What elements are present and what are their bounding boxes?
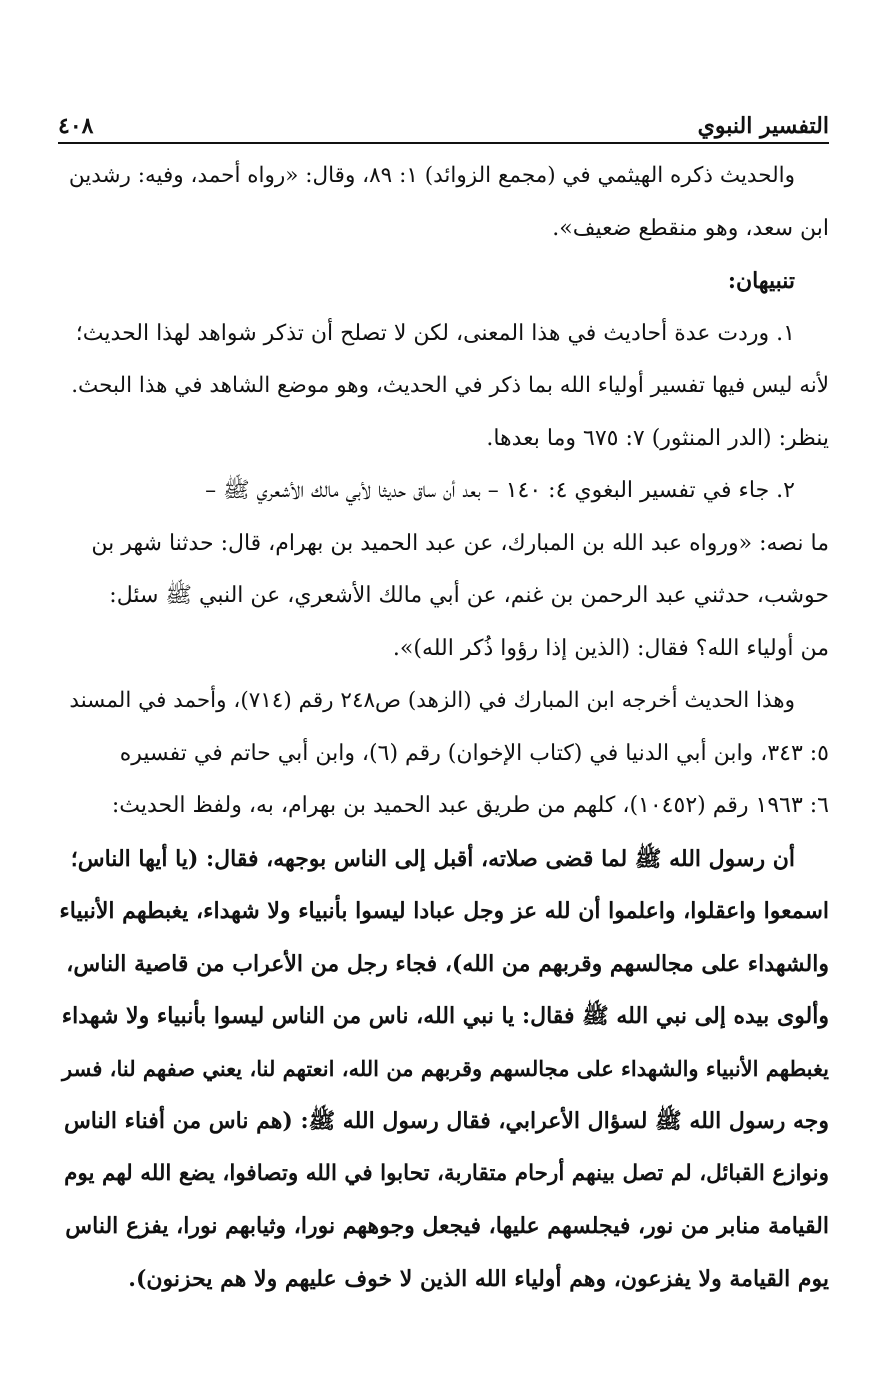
page-header bbox=[58, 108, 829, 144]
running-title: التفسير النبوي bbox=[697, 113, 829, 139]
text-line: وجه رسول الله ﷺ لسؤال الأعرابي، فقال رسول الله ﷺ: (هم ناس من أفناء الناس bbox=[63, 1108, 829, 1134]
text-line: لأنه ليس فيها تفسير أولياء الله بما ذكر في الحديث، وهو موضع الشاهد في هذا البحث. bbox=[71, 373, 829, 398]
text-line: حوشب، حدثني عبد الرحمن بن غنم، عن أبي مالك الأشعري، عن النبي ﷺ سئل: bbox=[109, 583, 829, 608]
text-line: وألوى بيده إلى نبي الله ﷺ فقال: يا نبي الله، ناس من الناس ليسوا بأنبياء ولا شهداء bbox=[61, 1003, 829, 1029]
text-line: ٥: ٣٤٣، وابن أبي الدنيا في (كتاب الإخوان) رقم (٦)، وابن أبي حاتم في تفسيره bbox=[119, 740, 829, 766]
page-number: ٤٠٨ bbox=[58, 113, 94, 139]
text-line: ينظر: (الدر المنثور) ٧: ٦٧٥ وما بعدها. bbox=[486, 425, 829, 451]
text-line: القيامة منابر من نور، فيجلسهم عليها، فيجعل وجوههم نورا، وثيابهم نورا، يفزع الناس bbox=[65, 1213, 829, 1239]
text-line: يغبطهم الأنبياء والشهداء على مجالسهم وقربهم من الله، انعتهم لنا، يعني صفهم لنا، فسر bbox=[62, 1055, 829, 1081]
text-line: ١. وردت عدة أحاديث في هذا المعنى، لكن لا تصلح أن تذكر شواهد لهذا الحديث؛ bbox=[75, 320, 795, 346]
text-line: ابن سعد، وهو منقطع ضعيف». bbox=[552, 215, 829, 241]
text-line: ٦: ١٩٦٣ رقم (١٠٤٥٢)، كلهم من طريق عبد الحميد بن بهرام، به، ولفظ الحديث: bbox=[111, 793, 829, 818]
text-line: ٢. جاء في تفسير البغوي ٤: ١٤٠ – بعد أن ساق حديثا لأبي مالك الأشعري ﷺ – bbox=[205, 478, 795, 503]
text-line: والحديث ذكره الهيثمي في (مجمع الزوائد) ١: ٨٩، وقال: «رواه أحمد، وفيه: رشدين bbox=[68, 163, 795, 188]
text-line: ونوازع القبائل، لم تصل بينهم أرحام متقاربة، تحابوا في الله وتصافوا، يضع الله لهم يوم bbox=[64, 1160, 829, 1186]
text-line: اسمعوا واعقلوا، واعلموا أن لله عز وجل عبادا ليسوا بأنبياء ولا شهداء، يغبطهم الأنبياء bbox=[59, 898, 829, 924]
text-line: أن رسول الله ﷺ لما قضى صلاته، أقبل إلى الناس بوجهه، فقال: (يا أيها الناس؛ bbox=[70, 845, 795, 872]
text-line: من أولياء الله؟ فقال: (الذين إذا رؤوا ذُكر الله)». bbox=[392, 635, 829, 661]
text-line: والشهداء على مجالسهم وقربهم من الله)، فجاء رجل من الأعراب من قاصية الناس، bbox=[66, 950, 829, 977]
body-text bbox=[58, 150, 829, 1305]
text-line: ما نصه: «ورواه عبد الله بن المبارك، عن عبد الحميد بن بهرام، قال: حدثنا شهر بن bbox=[91, 530, 829, 556]
text-line: وهذا الحديث أخرجه ابن المبارك في (الزهد) ص٢٤٨ رقم (٧١٤)، وأحمد في المسند bbox=[69, 688, 795, 713]
text-line: يوم القيامة ولا يفزعون، وهم أولياء الله الذين لا خوف عليهم ولا هم يحزنون). bbox=[128, 1265, 829, 1292]
text-line: تنبيهان: bbox=[727, 268, 795, 294]
